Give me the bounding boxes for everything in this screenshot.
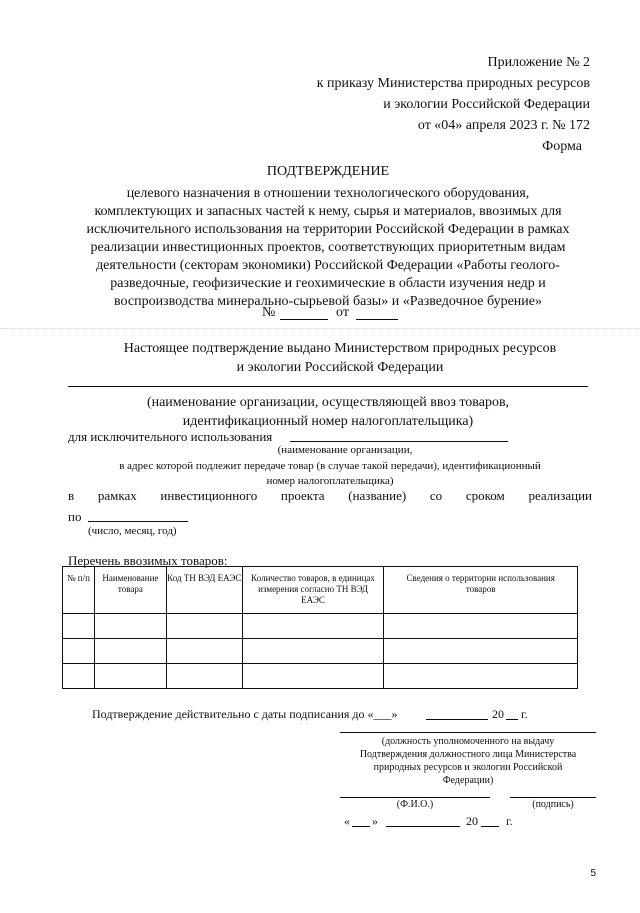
project-word: (название) — [348, 488, 407, 503]
sign-date-open-quote: « — [344, 814, 350, 828]
recipient-hint: (наименование организации, — [277, 444, 413, 456]
hint-line: номер налогоплательщика) — [266, 475, 394, 487]
project-word: сроком — [465, 488, 505, 503]
appendix-number: Приложение № 2 — [487, 55, 590, 70]
table-cell[interactable] — [242, 614, 384, 639]
goods-list-title: Перечень ввозимых товаров: — [68, 553, 228, 568]
title-line: комплектующих и запасных частей к нему, сырья и материалов, ввозимых для — [94, 204, 562, 219]
title-line: исключительного использования на территории Российской Федерации в рамках — [86, 222, 570, 237]
hint-line: в адрес которой подлежит передаче товар (в случае такой передачи), идентификационный — [119, 460, 541, 472]
issued-line: и экологии Российской Федерации — [236, 360, 444, 375]
organization-field[interactable] — [68, 386, 588, 387]
table-cell[interactable] — [63, 614, 95, 639]
recipient-field[interactable] — [290, 441, 508, 442]
signature-field[interactable] — [510, 797, 596, 798]
title-line: разведочные, геофизические и геохимические в области изучения недр и — [110, 276, 546, 291]
table-header-row — [63, 567, 578, 614]
column-header: Код ТН ВЭД ЕАЭС — [166, 567, 242, 614]
title-line: воспроизводства минерально-сырьевой базы» и «Разведочное бурение» — [114, 294, 542, 309]
until-label: по — [68, 509, 82, 524]
table-cell[interactable] — [166, 664, 242, 689]
project-word: реализации — [528, 488, 592, 503]
table-cell[interactable] — [242, 664, 384, 689]
table-row — [63, 614, 578, 639]
fio-field[interactable] — [340, 797, 490, 798]
number-label: № — [262, 305, 276, 320]
column-header: Сведения о территории использования товаров — [384, 567, 578, 614]
document-title: ПОДТВЕРЖДЕНИЕ — [266, 164, 390, 179]
table-cell[interactable] — [166, 614, 242, 639]
until-date-field[interactable] — [88, 521, 188, 522]
issued-by — [80, 339, 600, 377]
page-number: 5 — [590, 868, 596, 879]
fio-hint: (Ф.И.О.) — [396, 799, 434, 810]
sign-year-field[interactable] — [481, 826, 499, 827]
column-header: Наименование товара — [94, 567, 166, 614]
project-word: инвестиционного — [160, 488, 258, 503]
column-header: № п/п — [63, 567, 95, 614]
order-date: от «04» апреля 2023 г. № 172 — [417, 118, 590, 133]
project-line — [68, 488, 592, 504]
hint-line: природных ресурсов и экологии Российской — [373, 762, 563, 773]
table-cell[interactable] — [384, 614, 578, 639]
project-word: со — [429, 488, 443, 503]
sign-year-suffix: г. — [506, 814, 513, 828]
table-cell[interactable] — [94, 664, 166, 689]
hint-line: (должность уполномоченного на выдачу — [381, 736, 555, 747]
transfer-hint — [70, 459, 590, 489]
table-cell[interactable] — [166, 639, 242, 664]
validity-year-prefix: 20 — [492, 707, 504, 721]
title-line: деятельности (секторам экономики) Российской Федерации «Работы геолого- — [96, 258, 560, 273]
number-field[interactable] — [280, 319, 328, 320]
goods-table — [62, 566, 578, 689]
issued-line: Настоящее подтверждение выдано Министерством природных ресурсов — [123, 341, 557, 356]
date-field[interactable] — [356, 319, 398, 320]
table-cell[interactable] — [94, 639, 166, 664]
table-cell[interactable] — [242, 639, 384, 664]
title-description — [60, 185, 596, 311]
date-hint: (число, месяц, год) — [88, 525, 177, 537]
order-reference: к приказу Министерства природных ресурсов — [316, 76, 590, 91]
signature-hint: (подпись) — [532, 799, 574, 810]
position-hint — [340, 735, 596, 787]
sign-date-close-quote: » — [372, 814, 378, 828]
table-row — [63, 664, 578, 689]
project-word: проекта — [280, 488, 325, 503]
hint-line: идентификационный номер налогоплательщика) — [182, 414, 474, 429]
table-cell[interactable] — [384, 639, 578, 664]
title-line: реализации инвестиционных проектов, соответствующих приоритетным видам — [90, 240, 566, 255]
organization-hint — [68, 393, 588, 431]
title-line: целевого назначения в отношении технологического оборудования, — [126, 186, 530, 201]
table-row — [63, 639, 578, 664]
exclusive-use-label: для исключительного использования — [68, 429, 273, 444]
from-label: от — [336, 305, 349, 320]
hint-line: Федерации) — [442, 775, 494, 786]
project-word: рамках — [97, 488, 137, 503]
form-label: Форма — [542, 139, 582, 154]
hint-line: (наименование организации, осуществляющей ввоз товаров, — [146, 395, 510, 410]
validity-day-month-field[interactable] — [426, 719, 488, 720]
table-cell[interactable] — [63, 639, 95, 664]
ministry-name: и экологии Российской Федерации — [383, 97, 590, 112]
validity-year-field[interactable] — [506, 719, 518, 720]
column-header: Количество товаров, в единицах измерения согласно ТН ВЭД ЕАЭС — [242, 567, 384, 614]
hint-line: Подтверждения должностного лица Министерства — [359, 749, 577, 760]
appendix-header — [190, 52, 590, 157]
table-cell[interactable] — [384, 664, 578, 689]
position-field[interactable] — [340, 732, 596, 733]
validity-text: Подтверждение действительно с даты подписания до «___» — [92, 707, 398, 721]
project-word: в — [68, 488, 75, 503]
table-cell[interactable] — [63, 664, 95, 689]
table-cell[interactable] — [94, 614, 166, 639]
validity-year-suffix: г. — [521, 707, 528, 721]
sign-year-prefix: 20 — [466, 814, 478, 828]
sign-month-field[interactable] — [386, 826, 460, 827]
scan-artifact — [0, 328, 640, 329]
sign-day-field[interactable] — [352, 826, 370, 827]
